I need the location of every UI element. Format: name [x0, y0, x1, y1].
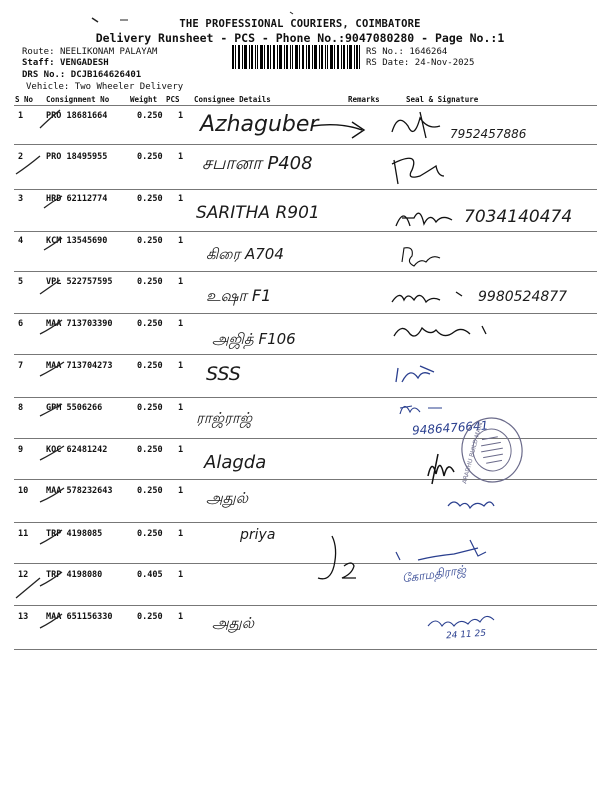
- stamp-text: ARADHU BUILD MAIN: [461, 421, 485, 485]
- arrow-stroke: [312, 122, 364, 138]
- tick-mark: [40, 362, 64, 376]
- row-pcs: 1: [178, 319, 184, 329]
- tick-mark: [40, 488, 64, 502]
- row-consignment: KOC 62481242: [46, 445, 108, 455]
- row-pcs: 1: [178, 445, 184, 455]
- route-label: Route:: [22, 47, 55, 57]
- row-pcs: 1: [178, 612, 184, 622]
- runsheet-subtitle: Delivery Runsheet - PCS - Phone No.:9047080280 - Page No.:1: [95, 31, 505, 45]
- row-sno: 13: [18, 612, 29, 622]
- row-pcs: 1: [178, 486, 184, 496]
- signature-scribble: [392, 292, 462, 302]
- signature-scribble: [392, 158, 444, 184]
- consignee-handwriting: அஜித் F106: [212, 330, 296, 348]
- row-consignment: MAA 713704273: [46, 361, 113, 371]
- signature-scribble: [396, 366, 434, 382]
- row-pcs: 1: [178, 570, 184, 580]
- row-consignment: PRO 18681664: [46, 111, 108, 121]
- signature-date: 24 11 25: [445, 628, 487, 642]
- staff-value: VENGADESH: [59, 58, 109, 68]
- row-sno: 11: [18, 529, 29, 539]
- company-title: THE PROFESSIONAL COURIERS, COIMBATORE: [179, 18, 421, 30]
- row-sno: 12: [18, 570, 29, 580]
- row-weight: 0.250: [137, 445, 163, 455]
- row-consignment: VPL 522757595: [46, 277, 113, 287]
- tick-mark: [40, 530, 62, 544]
- consignee-handwriting: உஷா F1: [206, 286, 272, 305]
- row-sno: 3: [18, 194, 24, 204]
- tick-mark: [40, 110, 60, 128]
- tick-mark: [40, 404, 62, 416]
- signature-phone: 9980524877: [478, 289, 568, 305]
- signature-scribble: [394, 326, 486, 336]
- row-weight: 0.250: [137, 277, 163, 287]
- tick-mark: [44, 196, 62, 208]
- row-sno: 8: [18, 403, 24, 413]
- tick-mark: [16, 156, 40, 174]
- signature-scribble: [428, 616, 494, 626]
- row-sno: 4: [18, 236, 24, 246]
- tick-mark: [40, 572, 62, 586]
- tick-mark: [44, 238, 62, 250]
- row-pcs: 1: [178, 152, 184, 162]
- consignee-handwriting: சபானா P408: [202, 153, 313, 174]
- row-consignment: MAA 651156330: [46, 612, 113, 622]
- row-consignment: TRP 4198085: [46, 529, 103, 539]
- row-consignment: MAA 578232643: [46, 486, 113, 496]
- consignee-handwriting: அதுல்: [212, 614, 255, 632]
- signature-scribble: [402, 248, 440, 266]
- row-sno: 2: [18, 152, 24, 162]
- row-weight: 0.250: [137, 194, 163, 204]
- consignee-handwriting: Azhaguber: [200, 112, 319, 137]
- rs-date-label: RS Date:: [366, 58, 410, 68]
- col-consignee: Consignee Details: [194, 95, 271, 104]
- tick-mark: [40, 320, 62, 334]
- vehicle-value: Two Wheeler Delivery: [74, 82, 184, 92]
- signature-scribble: [400, 406, 442, 414]
- consignee-handwriting: SARITHA R901: [196, 203, 320, 223]
- row-pcs: 1: [178, 529, 184, 539]
- row-weight: 0.250: [137, 111, 163, 121]
- consignee-handwriting: கிரை A704: [206, 245, 284, 263]
- row-consignment: TRP 4198080: [46, 570, 103, 580]
- row-consignment: GPM 5506266: [46, 403, 103, 413]
- row-sno: 7: [18, 361, 24, 371]
- col-signature: Seal & Signature: [406, 95, 479, 104]
- tick-mark: [40, 280, 60, 294]
- vehicle-label: Vehicle:: [26, 82, 70, 92]
- row-sno: 10: [18, 486, 29, 496]
- col-sno: S No: [15, 95, 34, 104]
- row-pcs: 1: [178, 361, 184, 371]
- signature-phone: 7034140474: [464, 207, 573, 227]
- row-weight: 0.405: [137, 570, 163, 580]
- staff-label: Staff:: [22, 58, 55, 68]
- signature-scribble: [448, 502, 494, 508]
- consignee-handwriting: SSS: [206, 363, 241, 385]
- tick-mark: [16, 578, 40, 598]
- row-weight: 0.250: [137, 152, 163, 162]
- col-weight: Weight: [130, 95, 158, 104]
- row-consignment: HRD 62112774: [46, 194, 108, 204]
- tick-mark: [40, 614, 62, 628]
- rs-date-value: 24-Nov-2025: [414, 58, 475, 68]
- row-pcs: 1: [178, 236, 184, 246]
- row-weight: 0.250: [137, 403, 163, 413]
- col-remarks: Remarks: [348, 95, 380, 104]
- rs-no-value: 1646264: [409, 47, 448, 57]
- signature-phone: 9486476641: [411, 418, 489, 438]
- signature-scribble: [428, 454, 454, 484]
- bracket-mark: [318, 536, 356, 579]
- row-sno: 1: [18, 111, 24, 121]
- row-consignment: KCM 13545690: [46, 236, 108, 246]
- row-consignment: MAA 713703390: [46, 319, 113, 329]
- signature-scribble: [396, 213, 452, 226]
- signature-scribble: [396, 540, 486, 560]
- row-weight: 0.250: [137, 361, 163, 371]
- route-value: NEELIKONAM PALAYAM: [59, 47, 158, 57]
- tick-mark: [40, 446, 64, 460]
- row-sno: 9: [18, 445, 24, 455]
- consignee-handwriting: priya: [240, 527, 276, 543]
- row-weight: 0.250: [137, 486, 163, 496]
- col-pcs: PCS: [166, 95, 180, 104]
- row-pcs: 1: [178, 277, 184, 287]
- signature-scribble: [392, 112, 440, 138]
- col-consignment: Consignment No: [46, 95, 110, 104]
- row-weight: 0.250: [137, 612, 163, 622]
- row-pcs: 1: [178, 403, 184, 413]
- row-pcs: 1: [178, 111, 184, 121]
- signature-text: கோமதிராஜ்: [401, 562, 467, 586]
- consignee-handwriting: அதுல்: [206, 489, 249, 507]
- row-pcs: 1: [178, 194, 184, 204]
- row-weight: 0.250: [137, 319, 163, 329]
- consignee-handwriting: ராஜ்ராஜ்: [196, 409, 253, 427]
- drs-label: DRS No.:: [22, 70, 66, 80]
- signature-phone: 7952457886: [450, 127, 527, 141]
- row-sno: 6: [18, 319, 24, 329]
- row-consignment: PRO 18495955: [46, 152, 108, 162]
- consignee-handwriting: Alagda: [204, 452, 267, 473]
- row-weight: 0.250: [137, 529, 163, 539]
- tick-marks: [16, 110, 64, 628]
- row-sno: 5: [18, 277, 24, 287]
- rs-no-label: RS No.:: [366, 47, 404, 57]
- drs-value: DCJB164626401: [70, 70, 142, 80]
- row-weight: 0.250: [137, 236, 163, 246]
